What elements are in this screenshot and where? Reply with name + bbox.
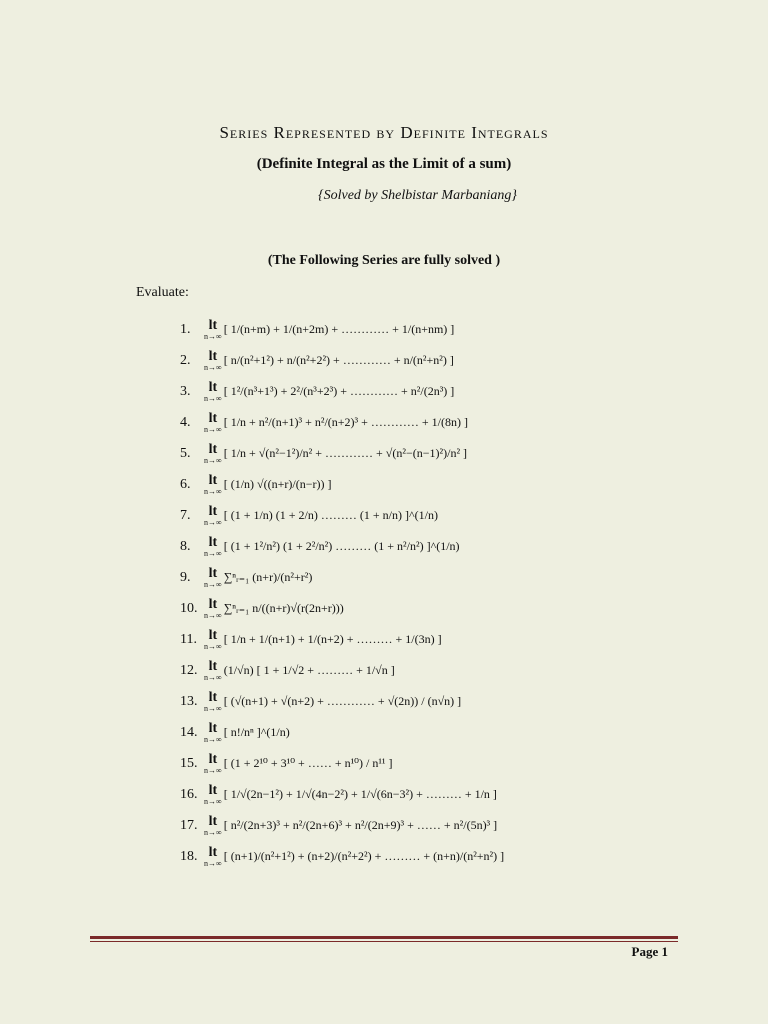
limit-operator bbox=[204, 412, 222, 434]
limit-word: lt bbox=[208, 658, 218, 674]
limit-word: lt bbox=[208, 689, 218, 705]
problem-expression: ∑ⁿᵣ₌₁ (n+r)/(n²+r²) bbox=[223, 570, 313, 584]
limit-operator bbox=[204, 567, 222, 589]
limit-operator bbox=[204, 350, 222, 372]
problem-item bbox=[180, 469, 700, 500]
problem-number: 16. bbox=[180, 786, 198, 802]
problem-number: 7. bbox=[180, 507, 191, 523]
limit-word: lt bbox=[208, 751, 218, 767]
limit-subscript: n→∞ bbox=[204, 734, 222, 744]
limit-subscript: n→∞ bbox=[204, 858, 222, 868]
limit-operator bbox=[204, 815, 222, 837]
problem-item bbox=[180, 345, 700, 376]
fully-solved-note: (The Following Series are fully solved ) bbox=[267, 253, 501, 268]
limit-operator bbox=[204, 784, 222, 806]
limit-subscript: n→∞ bbox=[204, 672, 222, 682]
problem-item bbox=[180, 779, 700, 810]
problem-number: 8. bbox=[180, 538, 191, 554]
problem-item bbox=[180, 810, 700, 841]
limit-operator bbox=[204, 474, 222, 496]
limit-word: lt bbox=[208, 472, 218, 488]
problem-item bbox=[180, 407, 700, 438]
footer-rule bbox=[90, 936, 678, 939]
limit-subscript: n→∞ bbox=[204, 331, 222, 341]
limit-word: lt bbox=[208, 410, 218, 426]
problem-item bbox=[180, 376, 700, 407]
problem-item bbox=[180, 655, 700, 686]
problem-number: 14. bbox=[180, 724, 198, 740]
limit-operator bbox=[204, 753, 222, 775]
limit-word: lt bbox=[208, 534, 218, 550]
document-subtitle: (Definite Integral as the Limit of a sum) bbox=[256, 156, 512, 172]
limit-operator bbox=[204, 629, 222, 651]
limit-word: lt bbox=[208, 627, 218, 643]
limit-subscript: n→∞ bbox=[204, 765, 222, 775]
limit-operator bbox=[204, 722, 222, 744]
problem-item bbox=[180, 717, 700, 748]
limit-word: lt bbox=[208, 782, 218, 798]
problem-expression: [ 1²/(n³+1³) + 2²/(n³+2³) + ………… + n²/(2n³) ] bbox=[223, 384, 455, 398]
problem-number: 6. bbox=[180, 476, 191, 492]
problem-expression: [ 1/n + √(n²−1²)/n² + ………… + √(n²−(n−1)²)/n² ] bbox=[223, 446, 468, 460]
limit-operator bbox=[204, 443, 222, 465]
limit-operator bbox=[204, 319, 222, 341]
limit-word: lt bbox=[208, 317, 218, 333]
problem-expression: (1/√n) [ 1 + 1/√2 + ……… + 1/√n ] bbox=[223, 663, 395, 677]
author-line: {Solved by Shelbistar Marbaniang} bbox=[318, 188, 518, 203]
limit-word: lt bbox=[208, 844, 218, 860]
document-title: Series Represented by Definite Integrals bbox=[219, 123, 549, 142]
limit-subscript: n→∞ bbox=[204, 796, 222, 806]
problem-expression: [ (1 + 2¹⁰ + 3¹⁰ + …… + n¹⁰) / n¹¹ ] bbox=[223, 756, 393, 770]
problem-expression: [ 1/n + n²/(n+1)³ + n²/(n+2)³ + ………… + 1/(8n) ] bbox=[223, 415, 469, 429]
limit-subscript: n→∞ bbox=[204, 517, 222, 527]
limit-operator bbox=[204, 846, 222, 868]
problem-expression: [ 1/n + 1/(n+1) + 1/(n+2) + ……… + 1/(3n) ] bbox=[223, 632, 442, 646]
problem-expression: [ n²/(2n+3)³ + n²/(2n+6)³ + n²/(2n+9)³ + …… + n²/(5n)³ ] bbox=[223, 818, 498, 832]
page-number: Page 1 bbox=[631, 944, 668, 959]
limit-subscript: n→∞ bbox=[204, 703, 222, 713]
limit-word: lt bbox=[208, 565, 218, 581]
problem-number: 5. bbox=[180, 445, 191, 461]
problem-number: 3. bbox=[180, 383, 191, 399]
problem-number: 13. bbox=[180, 693, 198, 709]
problem-item bbox=[180, 593, 700, 624]
problem-list bbox=[180, 314, 700, 872]
limit-subscript: n→∞ bbox=[204, 486, 222, 496]
limit-word: lt bbox=[208, 348, 218, 364]
problem-number: 15. bbox=[180, 755, 198, 771]
problem-number: 10. bbox=[180, 600, 198, 616]
limit-subscript: n→∞ bbox=[204, 424, 222, 434]
problem-expression: [ (√(n+1) + √(n+2) + ………… + √(2n)) / (n√n) ] bbox=[223, 694, 462, 708]
limit-subscript: n→∞ bbox=[204, 610, 222, 620]
problem-expression: [ (1 + 1/n) (1 + 2/n) ……… (1 + n/n) ]^(1/n) bbox=[223, 508, 438, 522]
limit-word: lt bbox=[208, 720, 218, 736]
problem-item bbox=[180, 500, 700, 531]
problem-number: 12. bbox=[180, 662, 198, 678]
limit-subscript: n→∞ bbox=[204, 455, 222, 465]
problem-item bbox=[180, 686, 700, 717]
problem-item bbox=[180, 531, 700, 562]
limit-operator bbox=[204, 505, 222, 527]
problem-number: 1. bbox=[180, 321, 191, 337]
problem-expression: [ 1/√(2n−1²) + 1/√(4n−2²) + 1/√(6n−3²) + ……… + 1/n ] bbox=[223, 787, 497, 801]
limit-subscript: n→∞ bbox=[204, 579, 222, 589]
limit-operator bbox=[204, 660, 222, 682]
limit-operator bbox=[204, 381, 222, 403]
problem-expression: [ (n+1)/(n²+1²) + (n+2)/(n²+2²) + ……… + (n+n)/(n²+n²) ] bbox=[223, 849, 505, 863]
problem-item bbox=[180, 438, 700, 469]
limit-subscript: n→∞ bbox=[204, 641, 222, 651]
problem-expression: [ n/(n²+1²) + n/(n²+2²) + ………… + n/(n²+n²) ] bbox=[223, 353, 454, 367]
limit-operator bbox=[204, 536, 222, 558]
problem-expression: [ n!/nⁿ ]^(1/n) bbox=[223, 725, 290, 739]
problem-expression: [ 1/(n+m) + 1/(n+2m) + ………… + 1/(n+nm) ] bbox=[223, 322, 455, 336]
problem-number: 11. bbox=[180, 631, 197, 647]
problem-item bbox=[180, 841, 700, 872]
limit-word: lt bbox=[208, 596, 218, 612]
limit-word: lt bbox=[208, 813, 218, 829]
problem-item bbox=[180, 562, 700, 593]
limit-word: lt bbox=[208, 379, 218, 395]
problem-expression: [ (1 + 1²/n²) (1 + 2²/n²) ……… (1 + n²/n²) ]^(1/n) bbox=[223, 539, 460, 553]
problem-number: 4. bbox=[180, 414, 191, 430]
problem-expression: [ (1/n) √((n+r)/(n−r)) ] bbox=[223, 477, 332, 491]
problem-number: 2. bbox=[180, 352, 191, 368]
problem-number: 18. bbox=[180, 848, 198, 864]
limit-operator bbox=[204, 598, 222, 620]
limit-subscript: n→∞ bbox=[204, 393, 222, 403]
limit-word: lt bbox=[208, 441, 218, 457]
problem-item bbox=[180, 624, 700, 655]
limit-subscript: n→∞ bbox=[204, 548, 222, 558]
evaluate-label: Evaluate: bbox=[136, 285, 189, 300]
problem-number: 9. bbox=[180, 569, 191, 585]
problem-item bbox=[180, 748, 700, 779]
limit-subscript: n→∞ bbox=[204, 362, 222, 372]
limit-word: lt bbox=[208, 503, 218, 519]
footer-rule-thin bbox=[90, 941, 678, 942]
limit-subscript: n→∞ bbox=[204, 827, 222, 837]
problem-item bbox=[180, 314, 700, 345]
limit-operator bbox=[204, 691, 222, 713]
problem-expression: ∑ⁿᵣ₌₁ n/((n+r)√(r(2n+r))) bbox=[223, 601, 344, 615]
problem-number: 17. bbox=[180, 817, 198, 833]
